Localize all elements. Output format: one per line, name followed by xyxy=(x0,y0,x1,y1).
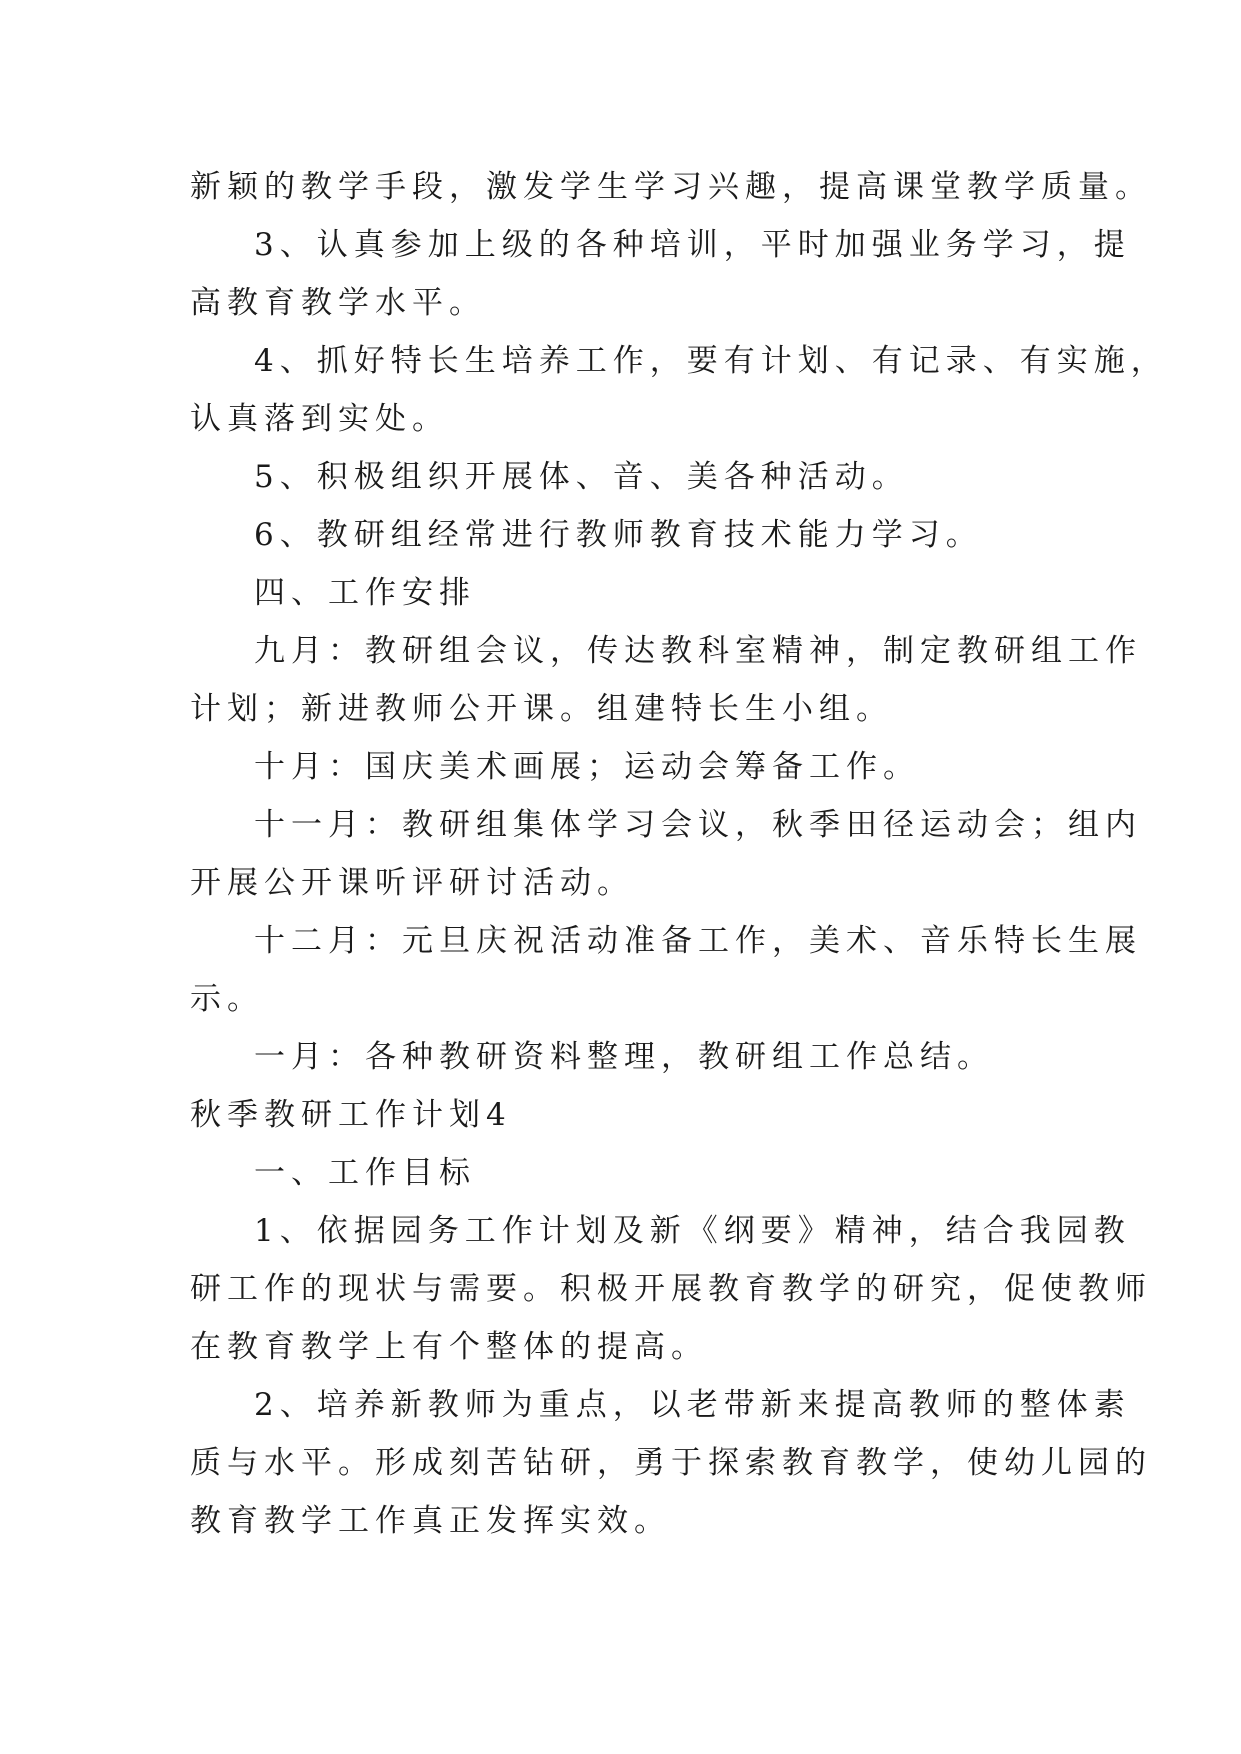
text-line: 开展公开课听评研讨活动。 xyxy=(190,865,634,901)
paragraph-start-line: 4、抓好特长生培养工作，要有计划、有记录、有实施， xyxy=(254,343,1168,379)
text-line: 在教育教学上有个整体的提高。 xyxy=(190,1329,708,1365)
paragraph-start-line: 6、教研组经常进行教师教育技术能力学习。 xyxy=(254,517,983,553)
text-line: 计划；新进教师公开课。组建特长生小组。 xyxy=(190,691,893,727)
paragraph-start-line: 一月：各种教研资料整理，教研组工作总结。 xyxy=(254,1039,994,1075)
paragraph-start-line: 2、培养新教师为重点，以老带新来提高教师的整体素 xyxy=(254,1387,1131,1423)
paragraph-start-line: 3、认真参加上级的各种培训，平时加强业务学习，提 xyxy=(254,227,1131,263)
text-line: 示。 xyxy=(190,981,264,1017)
paragraph-start-line: 十二月：元旦庆祝活动准备工作，美术、音乐特长生展 xyxy=(254,923,1142,959)
text-line: 研工作的现状与需要。积极开展教育教学的研究，促使教师 xyxy=(190,1271,1152,1307)
text-line: 新颖的教学手段，激发学生学习兴趣，提高课堂教学质量。 xyxy=(190,169,1152,205)
text-line: 秋季教研工作计划4 xyxy=(190,1097,512,1133)
paragraph-start-line: 九月：教研组会议，传达教科室精神，制定教研组工作 xyxy=(254,633,1142,669)
paragraph-start-line: 十一月：教研组集体学习会议，秋季田径运动会；组内 xyxy=(254,807,1142,843)
paragraph-start-line: 5、积极组织开展体、音、美各种活动。 xyxy=(254,459,909,495)
document-body xyxy=(190,158,1168,1550)
paragraph-start-line: 四、工作安排 xyxy=(254,575,476,611)
text-line: 教育教学工作真正发挥实效。 xyxy=(190,1503,671,1539)
text-line: 认真落到实处。 xyxy=(190,401,449,437)
paragraph-start-line: 1、依据园务工作计划及新《纲要》精神，结合我园教 xyxy=(254,1213,1131,1249)
text-line: 质与水平。形成刻苦钻研，勇于探索教育教学，使幼儿园的 xyxy=(190,1445,1152,1481)
text-line: 高教育教学水平。 xyxy=(190,285,486,321)
paragraph-start-line: 一、工作目标 xyxy=(254,1155,476,1191)
paragraph-start-line: 十月：国庆美术画展；运动会筹备工作。 xyxy=(254,749,920,785)
